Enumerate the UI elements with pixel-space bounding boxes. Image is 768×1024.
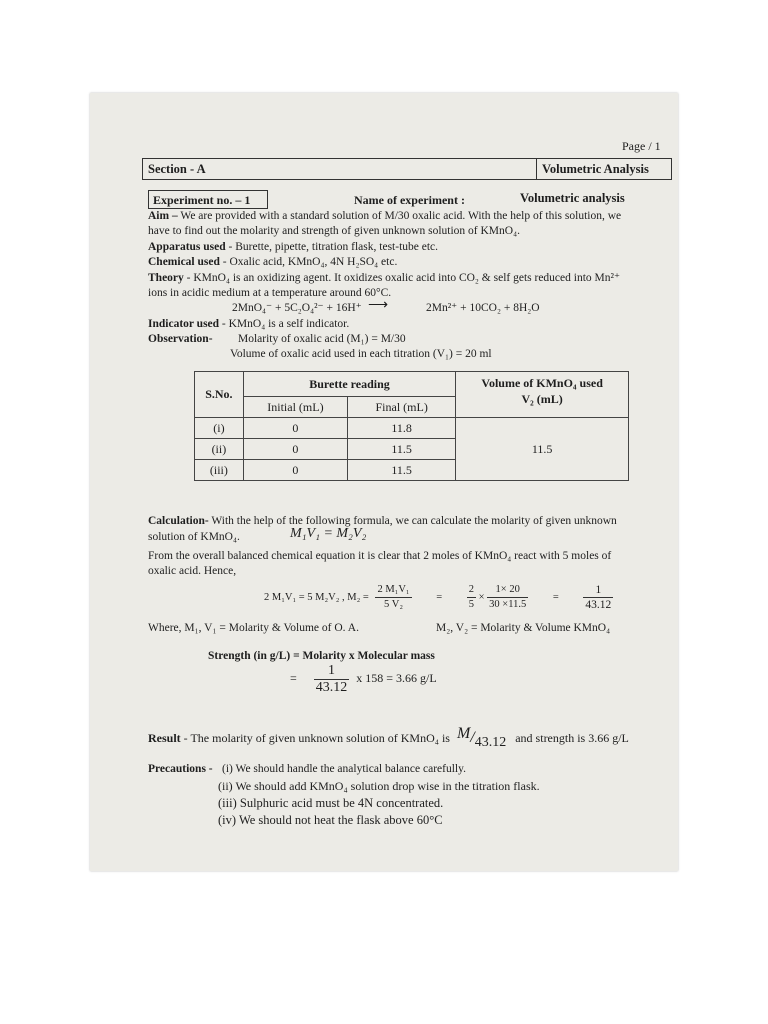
cell-sno: (iii): [195, 460, 244, 481]
calculation-line-2: solution of KMnO₄.: [148, 531, 240, 543]
header-volume: Volume of KMnO₄ used V₂ (mL): [456, 372, 629, 418]
document-photo: [90, 93, 678, 871]
cell-sno: (ii): [195, 439, 244, 460]
cell-final: 11.5: [348, 460, 456, 481]
reaction-equation-left: 2MnO₄⁻ + 5C₂O₄²⁻ + 16H⁺: [232, 302, 362, 314]
observation-table: [194, 371, 629, 481]
precautions-label: Precautions -: [148, 763, 213, 775]
where-left: Where, M₁, V₁ = Molarity & Volume of O. A.: [148, 622, 359, 634]
calculation-line-1: Calculation- With the help of the following formula, we can calculate the molarity of given unknown: [148, 515, 617, 527]
observation-molarity: Molarity of oxalic acid (M₁) = M/30: [238, 333, 406, 345]
apparatus-line: Apparatus used - Burette, pipette, titration flask, test-tube etc.: [148, 241, 439, 253]
precaution-item: (i) We should handle the analytical balance carefully.: [222, 763, 466, 775]
reaction-equation-right: 2Mn²⁺ + 10CO₂ + 8H₂O: [426, 302, 540, 314]
header-sno: S.No.: [195, 372, 244, 418]
theory-line-1: Theory - KMnO₄ is an oxidizing agent. It oxidizes oxalic acid into CO₂ & self gets reduced into Mn²⁺: [148, 272, 621, 284]
precaution-item: (iv) We should not heat the flask above 60°C: [218, 813, 443, 827]
page-number: Page / 1: [622, 139, 661, 153]
header-initial: Initial (mL): [243, 397, 347, 418]
section-label: Section - A: [148, 162, 206, 176]
precaution-item: (ii) We should add KMnO₄ solution drop wise in the titration flask.: [218, 779, 540, 793]
table-header-row: [195, 372, 629, 397]
indicator-line: Indicator used - KMnO₄ is a self indicator.: [148, 318, 350, 330]
experiment-name-label: Name of experiment :: [354, 193, 465, 207]
cell-volume: 11.5: [456, 418, 629, 481]
cell-initial: 0: [243, 460, 347, 481]
result-line: Result - The molarity of given unknown solution of KMnO₄ is M/43.12 and strength is 3.66 g/L: [148, 725, 629, 750]
precaution-item: (iii) Sulphuric acid must be 4N concentrated.: [218, 796, 444, 810]
observation-label: Observation-: [148, 333, 213, 345]
cell-sno: (i): [195, 418, 244, 439]
subject-title: Volumetric Analysis: [542, 162, 649, 176]
cell-initial: 0: [243, 418, 347, 439]
table-row: [195, 418, 629, 439]
strength-equation: = $\frac{1}{43.12}$ x 158 = 3.66 g/L: [290, 663, 437, 695]
observation-volume: Volume of oxalic acid used in each titration (V₁) = 20 ml: [230, 348, 492, 360]
header-divider: [536, 158, 537, 180]
cell-initial: 0: [243, 439, 347, 460]
cell-final: 11.5: [348, 439, 456, 460]
experiment-name: Volumetric analysis: [520, 191, 625, 205]
where-right: M₂, V₂ = Molarity & Volume KMnO₄: [436, 622, 611, 634]
header-burette: Burette reading: [243, 372, 455, 397]
strength-label: Strength (in g/L) = Molarity x Molecular mass: [208, 650, 435, 662]
molarity-equation: 2 M₁V₁ = 5 M₂V₂ , M₂ = $\frac{\text{2 M₁V₁}}{\text{5 V₂}}$ = $\frac{2}{5}$ × $\frac{1\times 20}{30 \times 11.5}$ = $\frac{1}{43.12}$: [264, 584, 612, 611]
calculation-line-3: From the overall balanced chemical equation it is clear that 2 moles of KMnO₄ react with 5 moles of: [148, 550, 612, 562]
cell-final: 11.8: [348, 418, 456, 439]
reaction-arrow: ⟶: [368, 298, 389, 313]
aim-line-2: have to find out the molarity and strength of given unknown solution of KMnO₄.: [148, 225, 520, 237]
header-final: Final (mL): [348, 397, 456, 418]
chemicals-line: Chemical used - Oxalic acid, KMnO₄, 4N H₂SO₄ etc.: [148, 256, 398, 268]
aim-line-1: Aim – We are provided with a standard solution of M/30 oxalic acid. With the help of this solution, we: [148, 210, 622, 222]
result-molarity: M/43.12: [456, 725, 507, 750]
molarity-formula: M₁V₁ = M₂V₂: [290, 526, 367, 541]
calculation-line-4: oxalic acid. Hence,: [148, 565, 237, 577]
experiment-number: Experiment no. – 1: [153, 193, 251, 207]
theory-line-2: ions in acidic medium at a temperature around 60°C.: [148, 287, 392, 299]
